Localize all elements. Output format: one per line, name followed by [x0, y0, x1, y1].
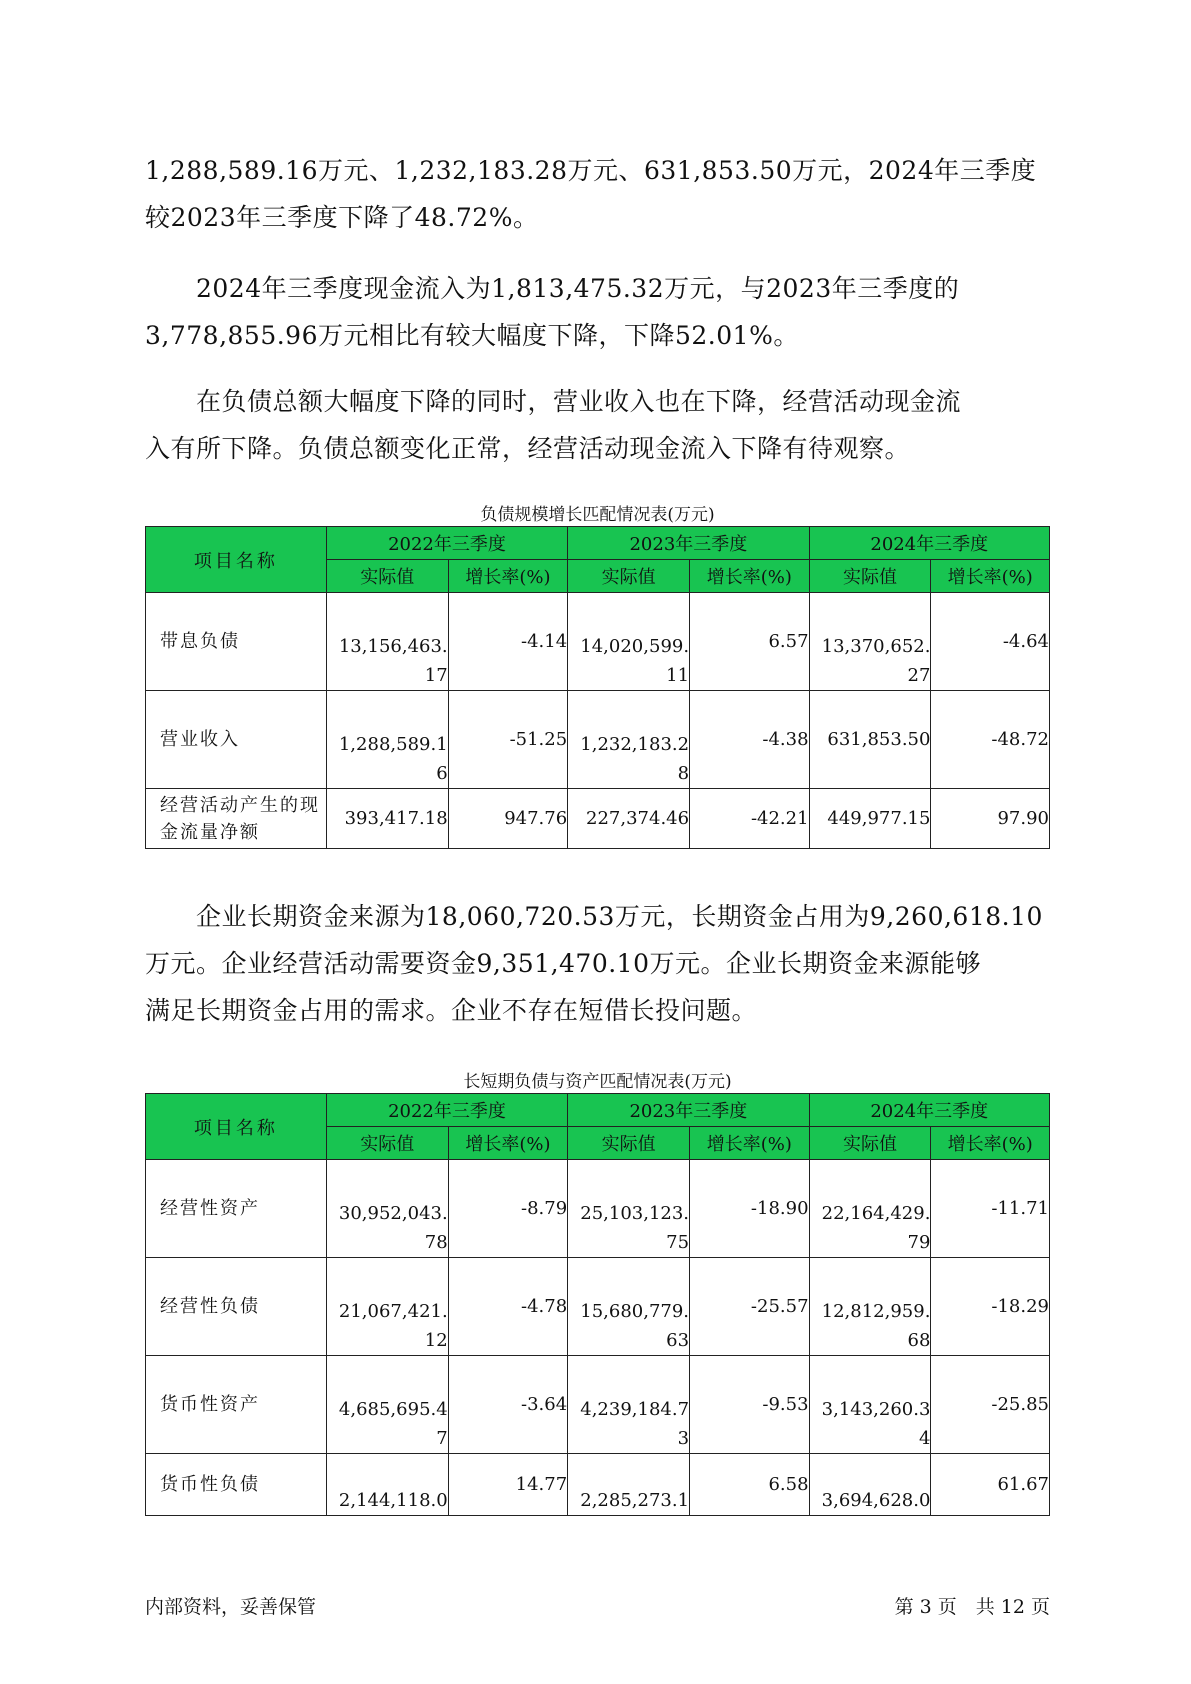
- growth-cell: 14.77: [448, 1454, 567, 1516]
- growth-cell: -4.38: [690, 691, 809, 789]
- header-item-name: 项目名称: [146, 1094, 327, 1160]
- value-cell: 13,370,652. 27: [809, 593, 931, 691]
- value-cell: 22,164,429. 79: [809, 1160, 931, 1258]
- header-period: 2022年三季度: [326, 527, 567, 560]
- value-cell: 21,067,421. 12: [326, 1258, 448, 1356]
- row-label: 货币性负债: [146, 1454, 327, 1516]
- header-growth: 增长率(%): [448, 560, 568, 593]
- paragraph-1: [145, 147, 1050, 241]
- table-row: [146, 1258, 1050, 1356]
- paragraph-line: 入有所下降。负债总额变化正常，经营活动现金流入下降有待观察。: [145, 434, 911, 463]
- row-label: 货币性资产: [146, 1356, 327, 1454]
- paragraph-line: 万元。企业经营活动需要资金9,351,470.10万元。企业长期资金来源能够: [145, 949, 981, 978]
- table-caption: 长短期负债与资产匹配情况表(万元): [463, 1072, 732, 1092]
- header-actual: 实际值: [809, 1127, 931, 1160]
- growth-cell: 947.76: [448, 789, 568, 849]
- value-cell: 15,680,779. 63: [568, 1258, 690, 1356]
- paragraph-line: 在负债总额大幅度下降的同时，营业收入也在下降，经营活动现金流: [145, 387, 962, 416]
- header-growth: 增长率(%): [690, 1127, 810, 1160]
- value-cell: 2,285,273.1: [568, 1454, 690, 1516]
- row-label: 经营性资产: [146, 1160, 327, 1258]
- header-period: 2023年三季度: [568, 527, 809, 560]
- header-period: 2024年三季度: [809, 1094, 1049, 1127]
- header-growth: 增长率(%): [931, 1127, 1050, 1160]
- table-row: [146, 1356, 1050, 1454]
- value-cell: 3,694,628.0: [809, 1454, 931, 1516]
- header-actual: 实际值: [568, 1127, 690, 1160]
- value-cell: 13,156,463. 17: [326, 593, 448, 691]
- growth-cell: -9.53: [690, 1356, 810, 1454]
- header-growth: 增长率(%): [931, 560, 1050, 593]
- paragraph-line: 满足长期资金占用的需求。企业不存在短借长投问题。: [145, 996, 758, 1025]
- growth-cell: -4.64: [931, 593, 1050, 691]
- row-label: 经营活动产生的现 金流量净额: [146, 789, 327, 849]
- header-period: 2023年三季度: [568, 1094, 809, 1127]
- value-cell: 12,812,959. 68: [809, 1258, 931, 1356]
- value-cell: 631,853.50: [809, 691, 931, 789]
- table-row: [146, 593, 1050, 691]
- growth-cell: -8.79: [448, 1160, 567, 1258]
- growth-cell: -42.21: [690, 789, 809, 849]
- paragraph-3: [145, 378, 1050, 472]
- row-label: 带息负债: [146, 593, 327, 691]
- growth-cell: -25.57: [690, 1258, 810, 1356]
- value-cell: 25,103,123. 75: [568, 1160, 690, 1258]
- row-label: 经营性负债: [146, 1258, 327, 1356]
- growth-cell: -25.85: [931, 1356, 1050, 1454]
- header-item-name: 项目名称: [146, 527, 327, 593]
- value-cell: 2,144,118.0: [326, 1454, 448, 1516]
- header-growth: 增长率(%): [690, 560, 809, 593]
- header-growth: 增长率(%): [448, 1127, 567, 1160]
- debt-scale-table: [145, 526, 1050, 849]
- table-row: [146, 1454, 1050, 1516]
- long-short-match-table: [145, 1093, 1050, 1516]
- growth-cell: 97.90: [931, 789, 1050, 849]
- value-cell: 1,288,589.1 6: [326, 691, 448, 789]
- value-cell: 4,239,184.7 3: [568, 1356, 690, 1454]
- row-label: 营业收入: [146, 691, 327, 789]
- value-cell: 30,952,043. 78: [326, 1160, 448, 1258]
- paragraph-4: [145, 893, 1050, 1034]
- growth-cell: -18.90: [690, 1160, 810, 1258]
- value-cell: 227,374.46: [568, 789, 690, 849]
- growth-cell: 61.67: [931, 1454, 1050, 1516]
- growth-cell: -48.72: [931, 691, 1050, 789]
- growth-cell: -4.14: [448, 593, 568, 691]
- footer-note: 内部资料，妥善保管: [145, 1596, 317, 1618]
- value-cell: 393,417.18: [326, 789, 448, 849]
- header-actual: 实际值: [326, 560, 448, 593]
- header-period: 2022年三季度: [326, 1094, 567, 1127]
- paragraph-line: 1,288,589.16万元、1,232,183.28万元、631,853.50万元，2024年三季度: [145, 156, 1037, 185]
- growth-cell: -3.64: [448, 1356, 567, 1454]
- growth-cell: -4.78: [448, 1258, 567, 1356]
- header-period: 2024年三季度: [809, 527, 1049, 560]
- table-caption: 负债规模增长匹配情况表(万元): [480, 505, 715, 525]
- table-row: [146, 691, 1050, 789]
- value-cell: 14,020,599. 11: [568, 593, 690, 691]
- header-actual: 实际值: [809, 560, 931, 593]
- growth-cell: 6.57: [690, 593, 809, 691]
- value-cell: 4,685,695.4 7: [326, 1356, 448, 1454]
- growth-cell: 6.58: [690, 1454, 810, 1516]
- header-actual: 实际值: [568, 560, 690, 593]
- page-number: 第 3 页 共 12 页: [894, 1596, 1050, 1618]
- paragraph-line: 较2023年三季度下降了48.72%。: [145, 203, 539, 232]
- header-actual: 实际值: [326, 1127, 448, 1160]
- paragraph-line: 3,778,855.96万元相比有较大幅度下降，下降52.01%。: [145, 321, 799, 350]
- paragraph-2: [145, 265, 1050, 359]
- growth-cell: -51.25: [448, 691, 568, 789]
- table-row: [146, 789, 1050, 849]
- growth-cell: -11.71: [931, 1160, 1050, 1258]
- value-cell: 449,977.15: [809, 789, 931, 849]
- table-row: [146, 1160, 1050, 1258]
- growth-cell: -18.29: [931, 1258, 1050, 1356]
- paragraph-line: 2024年三季度现金流入为1,813,475.32万元，与2023年三季度的: [145, 274, 960, 303]
- value-cell: 3,143,260.3 4: [809, 1356, 931, 1454]
- paragraph-line: 企业长期资金来源为18,060,720.53万元，长期资金占用为9,260,618.10: [145, 902, 1043, 931]
- value-cell: 1,232,183.2 8: [568, 691, 690, 789]
